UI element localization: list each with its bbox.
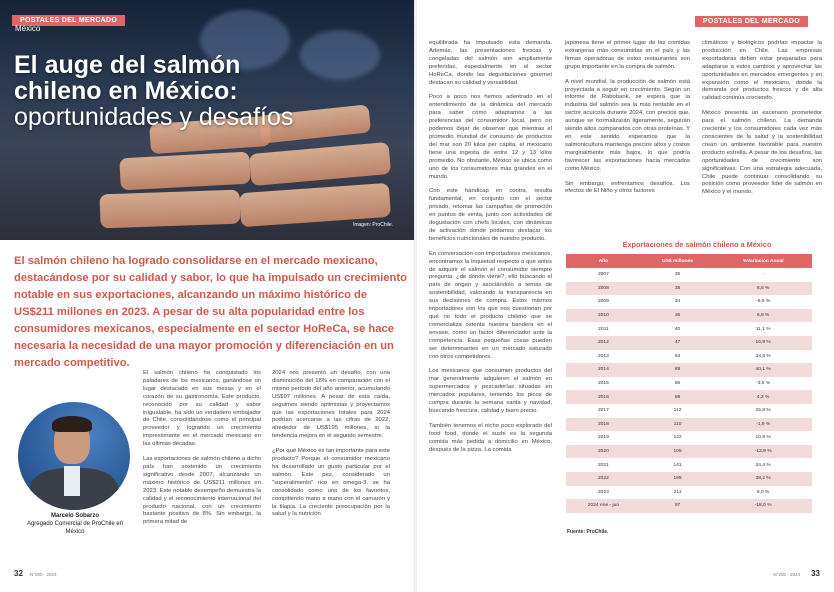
salmon-fillet (249, 142, 391, 186)
page-title (14, 52, 314, 130)
cell-value: 112 (673, 408, 682, 414)
cell-year: 2016 (566, 390, 641, 404)
issue-label: N°200 · 2024 (773, 572, 800, 577)
paragraph: 2024 nos presentó un desafío, con una disminución del 18% en comparación con el mismo período del año anterior, acumulando US$97 millones. A pesar de esta caída, seguimos siendo optimistas y proyectamos que las exportaciones totales para 2024 podrían acercarse a las cifras de 2022, alrededor de US$195 millones, si la tendencia mejora en el segundo semestre. (272, 370, 390, 440)
cell-year: 2011 (598, 326, 609, 332)
table-row (566, 322, 812, 336)
cell-value: 35 (674, 272, 681, 278)
paragraph: japonesa tiene el primer lugar de las comidas extranjeras más consumidas en el país y las firmas operadoras de estos restaurantes son grupo importante en la compra de salmón. (565, 40, 690, 70)
table-row (566, 295, 812, 309)
table-row (566, 377, 812, 391)
author-role: Agregado Comercial de ProChile en México (26, 521, 124, 535)
cell-value: 89 (641, 363, 714, 377)
paragraph: En conversación con importadores mexicanos, encontramos la inquietud respecto a que antes de adquirir el salmón el consumidor siempre pregunta: ¿de dónde viene?, ello buscando el país de origen y asociándolo a temas de sostenibilidad, valorando la transparencia en sus decisiones de compra. Estos mismos importadores son los que nos cuestionan por qué no todo el producto chileno que se comercializa ostenta nuestra bandera en el envase, como un factor diferenciador ante la competencia. Esas pequeñas cosas pueden ser determinantes en un mercado saturado con otros competidores. (429, 250, 552, 360)
column-header-variation: %Variación Anual (714, 254, 812, 268)
table-body (566, 268, 812, 513)
cell-year: 2007 (597, 272, 609, 278)
table-row (566, 363, 812, 377)
right-page (417, 0, 834, 592)
cell-year: 2019 (597, 435, 609, 441)
table-row (566, 499, 812, 513)
section-badge: POSTALES DEL MERCADO (12, 15, 125, 26)
table-row (566, 390, 812, 404)
cell-value: 86 (674, 381, 681, 387)
left-column-1 (143, 370, 261, 534)
table-title: Exportaciones de salmón chileno a México (622, 240, 772, 249)
cell-variation: -1,9 % (714, 418, 812, 432)
cell-year: 2023 (597, 489, 609, 495)
cell-year: 2009 (597, 299, 609, 305)
cell-year: 2008 (566, 282, 641, 296)
cell-value: 40 (674, 326, 681, 332)
table-source: Fuente: ProChile. (567, 529, 609, 535)
cell-year: 2018 (566, 418, 641, 432)
cell-variation: - (762, 272, 764, 278)
lead-paragraph: El salmón chileno ha logrado consolidarse en el mercado mexicano, destacándose por su calidad y sabor, lo que ha impulsado un crecimiento notable en sus exportaciones, alcanzando un máximo histórico de US$211 millones en 2023. A pesar de su alta popularidad entre los consumidores mexicanos, especialmente en el sector HoReCa, se hace necesaria la necesidad de una mayor promoción y diferenciación en un mercado competitivo. (14, 255, 407, 369)
cell-value: 110 (641, 418, 714, 432)
cell-value: 105 (641, 445, 714, 459)
table-row (566, 445, 812, 459)
paragraph: Las exportaciones de salmón chileno a dicho país han sostenido un crecimiento significativo desde 2007, alcanzando un máximo histórico de US$211 millones en 2023. Este notable desempeño demuestra la calidad y el reconocimiento internacional del producto nacional, con un crecimiento bastante positivo de 8%. Sin embargo, la primera mitad de (143, 456, 261, 526)
right-column-2 (565, 40, 690, 203)
cell-variation: 34,4 % (755, 462, 771, 468)
table-header-row (566, 254, 812, 268)
cell-variation: 8,0 % (756, 489, 770, 495)
left-column-2 (272, 370, 390, 526)
right-column-1 (429, 40, 552, 462)
cell-variation: 6,6 % (714, 309, 812, 323)
page-number: 32 (14, 569, 23, 578)
paragraph: El salmón chileno ha conquistado los paladares de los mexicanos, ganándose un lugar destacado en sus mesas y en el corazón de su gastronomía. Este producto, reconocido por su calidad y sabor inigualable, ha sido un verdadero embajador de Chile, consolidándose como el principal proveedor y logrando un crecimiento impresionante en el mercado mexicano en las últimas décadas. (143, 370, 261, 448)
cell-variation: 16,9 % (714, 336, 812, 350)
author-shirt (64, 466, 80, 496)
cell-year: 2024 ene - jun (566, 499, 641, 513)
cell-value: 89 (641, 390, 714, 404)
paragraph: Poco a poco nos hemos adentrado en el entendimiento de la dinámica del mercado para saber cómo adaptarnos a las preferencias del consumidor local, pero no podemos dejar de observar que mientras el promedio mundial de consumo de productos del mar son 20 kilos per cápita, el mexicano tiene una ingesta de entre 12 y 13 kilos promedio. No obstante, México se ubica como uno de los consumidores más grandes en el mundo. (429, 94, 552, 180)
author-name: Marcelo Sobarzo (50, 513, 99, 519)
cell-value: 34 (674, 299, 681, 305)
cell-variation: 25,8 % (755, 408, 771, 414)
author-caption (20, 512, 130, 536)
table-row (566, 350, 812, 364)
cell-year: 2013 (597, 353, 609, 359)
cell-variation: 4,2 % (714, 390, 812, 404)
cell-year: 2021 (597, 462, 609, 468)
table-row (566, 472, 812, 486)
table-row (566, 458, 812, 472)
cell-variation: -9,9 % (756, 299, 771, 305)
column-header-year: Año (566, 254, 641, 268)
cell-value: 97 (641, 499, 714, 513)
cell-value: 47 (641, 336, 714, 350)
cell-variation: 8,8 % (714, 282, 812, 296)
table-row (566, 431, 812, 445)
cell-year: 2012 (566, 336, 641, 350)
paragraph: México presenta un escenario prometedor para el salmón chileno. La demanda creciente y los consumidores cada vez más conscientes de la salud y la sostenibilidad crean un ambiente favorable para nuestro producto estrella. A pesar de los desafíos, las oportunidades de crecimiento son significativas. Con una estrategia adecuada, Chile puede continuar consolidando su posición como proveedor líder de salmón en México y el mundo. (702, 110, 822, 196)
paragraph: Con este hándicap en contra, resulta fundamental, en conjunto con el sector privado, retomar las campañas de promoción en puntos de venta, junto con actividades de degustación con chefs locales, con dinámicas de activación donde podamos destacar los beneficios nutricionales de nuestro producto. (429, 188, 552, 242)
issue-label: N°200 · 2024 (30, 572, 57, 577)
cell-variation: 38,2 % (714, 472, 812, 486)
table-row (566, 282, 812, 296)
cell-value: 63 (674, 353, 681, 359)
cell-value: 195 (641, 472, 714, 486)
cell-variation: 34,5 % (755, 353, 771, 359)
author-hair (52, 416, 92, 432)
cell-variation: -13,9 % (714, 445, 812, 459)
section-badge: POSTALES DEL MERCADO (695, 16, 808, 27)
cell-year: 2014 (566, 363, 641, 377)
cell-year: 2015 (597, 381, 609, 387)
cell-year: 2022 (566, 472, 641, 486)
salmon-fillet (239, 183, 391, 227)
hero-image (0, 0, 415, 240)
paragraph: Sin embargo, enfrentamos desafíos. Los efectos de El Niño y otros factores (565, 180, 690, 195)
country-label: México (15, 24, 41, 33)
paragraph: También tenemos el nicho poco explorado del food food, donde el sushi es la segunda comida más pedida a domicilio en México, después de la pizza. La comida (429, 422, 552, 453)
cell-value: 122 (673, 435, 682, 441)
page-number: 33 (811, 569, 820, 578)
cell-variation: -18,0 % (714, 499, 812, 513)
paragraph: ¿Por qué México es tan importante para este producto? Porque el consumidor mexicano ha desarrollado un gusto particular por el salmón. Este pez, considerado un "superalimento" rico en omega-3, se ha consolidado como uno de los favoritos, compitiendo mano a mano con el camarón y la tilapia. La creciente preocupación por la salud y la nutrición (272, 448, 390, 518)
left-page (0, 0, 415, 592)
cell-variation: 11,1 % (755, 326, 771, 332)
table-row (566, 268, 812, 282)
title-sub: oportunidades y desafíos (14, 103, 294, 131)
exports-table (566, 254, 812, 513)
cell-year: 2017 (597, 408, 609, 414)
author-photo (18, 402, 130, 510)
cell-value: 141 (673, 462, 682, 468)
cell-variation: -3,5 % (756, 381, 771, 387)
paragraph: Los mexicanos que consumen productos del mar generalmente adquieren el salmón en supermercados y pescaderías situadas en mercados populares, teniendo los picos de compra durante la semana santa y navidad, buscando frescura, calidad y buen precio. (429, 368, 552, 414)
cell-value: 36 (641, 309, 714, 323)
right-column-3 (702, 40, 822, 204)
column-header-value: US$ millones (641, 254, 714, 268)
cell-variation: 10,9 % (755, 435, 771, 441)
table-row (566, 486, 812, 500)
image-credit: Imagen: ProChile. (352, 222, 393, 228)
salmon-fillet (99, 190, 240, 229)
table-row (566, 404, 812, 418)
paragraph: equilibrada ha impulsado esta demanda. Además, las presentaciones frescas y congeladas del salmón son ampliamente preferidas, especialmente en el sector HoReCa, donde las degustaciones gourmet destacan su calidad y versatilidad. (429, 40, 552, 86)
title-main: El auge del salmón chileno en México: (14, 51, 241, 105)
table-row (566, 336, 812, 350)
table-row (566, 418, 812, 432)
cell-year: 2020 (566, 445, 641, 459)
cell-value: 38 (641, 282, 714, 296)
table-row (566, 309, 812, 323)
paragraph: climáticos y biológicos podrían impactar la producción en Chile. Las empresas exportadoras deben estar preparadas para adaptarse a estos cambios y aprovechar las oportunidades en mercados emergentes y en expansión como el mexicano, donde la demanda por productos frescos y de alta calidad continúa creciendo. (702, 40, 822, 102)
cell-year: 2010 (566, 309, 641, 323)
paragraph: A nivel mundial, la producción de salmón está proyectada a seguir en crecimiento. Según un informe de Rabobank, se espera que la industria del salmón sea la más rentable en el sector acuícola durante 2024, con precios que, aunque se normalizarán ligeramente, seguirán siendo altos comparados con otras proteínas. Y en este sentido esperamos que la salmonicultura mantenga precios altos y costos marginalmente más bajos, lo que podría favorecer las exportaciones hacia mercados como México. (565, 78, 690, 172)
cell-variation: 40,1 % (714, 363, 812, 377)
salmon-fillet (119, 152, 250, 191)
cell-value: 211 (673, 489, 682, 495)
